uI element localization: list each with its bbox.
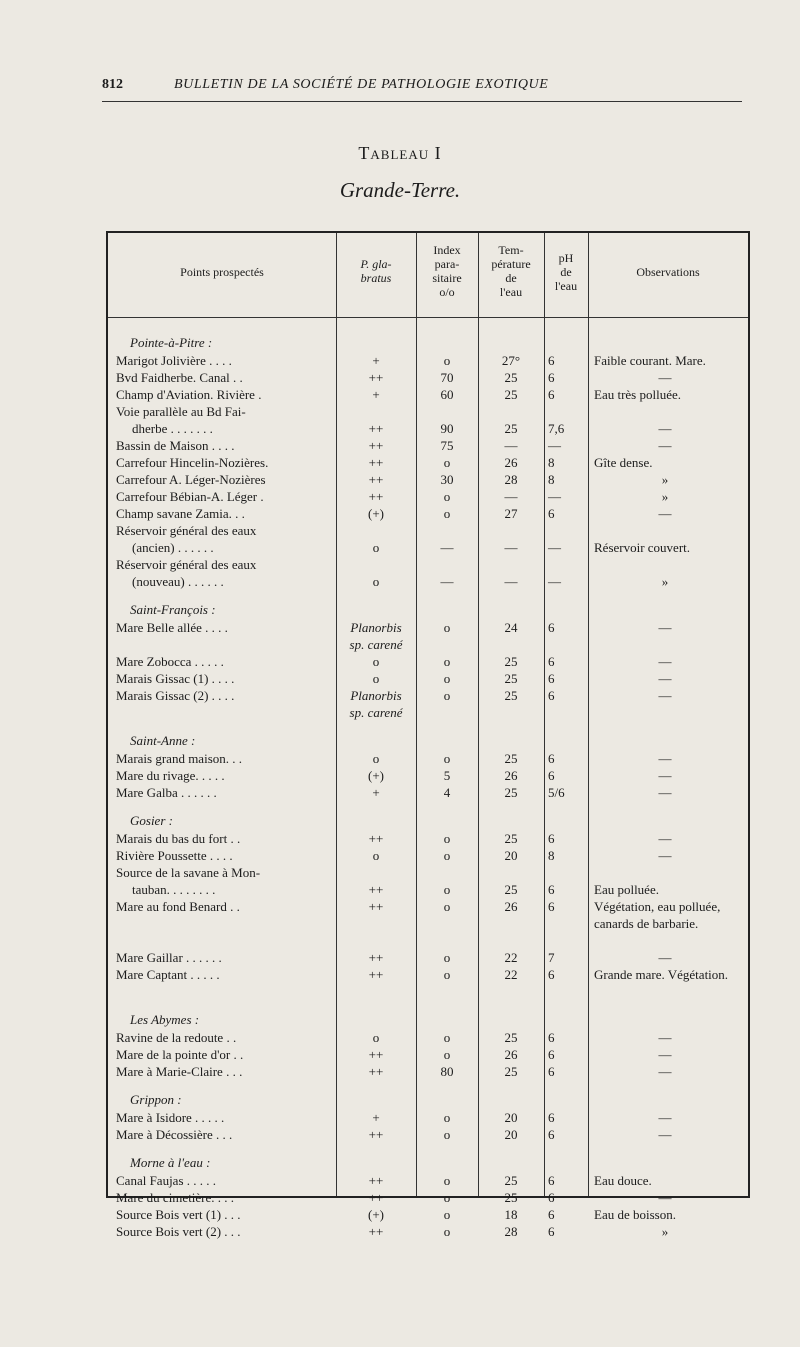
table-title: Tableau I <box>358 143 442 163</box>
temperature-cell: 25 <box>504 882 518 897</box>
observation-cell: — <box>658 831 672 846</box>
table-row <box>108 1109 748 1126</box>
table-row <box>108 1189 748 1206</box>
point-name: Réservoir général des eaux <box>116 557 257 572</box>
pglabratus-cell: Planorbis <box>350 620 402 635</box>
ph-cell: 6 <box>548 1110 555 1125</box>
pglabratus-cell: o <box>372 671 380 686</box>
ph-cell: 8 <box>548 472 555 487</box>
ph-cell: 7 <box>548 950 555 965</box>
observation-cell: Eau de boisson. <box>594 1207 676 1222</box>
index-cell: — <box>440 540 454 555</box>
observation-cell: — <box>658 620 672 635</box>
temperature-cell: 25 <box>504 370 518 385</box>
observation-cell: — <box>658 438 672 453</box>
pglabratus-cell: ++ <box>368 438 384 453</box>
pglabratus-cell: (+) <box>368 1207 384 1222</box>
ph-cell: 6 <box>548 1207 555 1222</box>
pglabratus-cell: ++ <box>368 967 384 982</box>
pglabratus-cell: ++ <box>368 370 384 385</box>
ph-cell: 6 <box>548 1190 555 1205</box>
pglabratus-cell: o <box>372 540 380 555</box>
observation-cell: — <box>658 688 672 703</box>
ph-cell: 7,6 <box>548 421 565 436</box>
pglabratus-cell: + <box>372 353 380 368</box>
index-cell: o <box>443 899 451 914</box>
pglabratus-cell: o <box>372 574 380 589</box>
ph-cell: 6 <box>548 353 555 368</box>
index-cell: o <box>443 1190 451 1205</box>
index-cell: 75 <box>440 438 454 453</box>
observation-cell: — <box>658 1047 672 1062</box>
point-name: Mare au fond Benard . . <box>116 899 240 914</box>
table-row <box>108 1046 748 1063</box>
observation-cell: Eau très polluée. <box>594 387 681 402</box>
pglabratus-cell: ++ <box>368 1173 384 1188</box>
table-row <box>108 1126 748 1143</box>
pglabratus-cell: + <box>372 387 380 402</box>
section-heading: Les Abymes : <box>130 1012 200 1027</box>
temperature-cell: 26 <box>504 899 518 914</box>
pglabratus-cell: ++ <box>368 899 384 914</box>
pglabratus-cell: ++ <box>368 421 384 436</box>
column-header-pglabratus: P. gla- bratus <box>360 257 392 285</box>
ph-cell: 6 <box>548 620 555 635</box>
observation-cell: — <box>658 1064 672 1079</box>
index-cell: 90 <box>440 421 454 436</box>
index-cell: 80 <box>440 1064 454 1079</box>
temperature-cell: 25 <box>504 421 518 436</box>
pglabratus-cell: ++ <box>368 1047 384 1062</box>
index-cell: o <box>443 1047 451 1062</box>
pglabratus-cell-line2: sp. carené <box>349 705 403 720</box>
table-row <box>108 454 748 471</box>
index-cell: o <box>443 751 451 766</box>
table-row <box>108 767 748 784</box>
point-name: Mare du rivage. . . . . <box>116 768 225 783</box>
pglabratus-cell-line2: sp. carené <box>349 637 403 652</box>
point-name: Mare Belle allée . . . . <box>116 620 228 635</box>
point-name-continuation: dherbe . . . . . . . <box>132 421 213 436</box>
ph-cell: — <box>548 489 561 504</box>
table-row <box>108 670 748 687</box>
table-row <box>108 488 748 505</box>
table-row <box>108 653 748 670</box>
table-row <box>108 847 748 864</box>
table-row <box>108 784 748 801</box>
observation-cell: Faible courant. Mare. <box>594 353 706 368</box>
observation-cell: — <box>658 506 672 521</box>
index-cell: o <box>443 489 451 504</box>
observation-cell: — <box>658 1127 672 1142</box>
observation-cell: — <box>658 370 672 385</box>
table-row <box>108 687 748 704</box>
pglabratus-cell: ++ <box>368 1064 384 1079</box>
temperature-cell: — <box>504 489 518 504</box>
observation-cell: Végétation, eau polluée, canards de barbarie. <box>594 899 721 931</box>
temperature-cell: 28 <box>504 1224 518 1239</box>
point-name: Mare à Marie-Claire . . . <box>116 1064 243 1079</box>
point-name: Mare Gaillar . . . . . . <box>116 950 222 965</box>
ph-cell: 6 <box>548 1030 555 1045</box>
point-name: Marais Gissac (2) . . . . <box>116 688 235 703</box>
table-row <box>108 437 748 454</box>
pglabratus-cell: ++ <box>368 950 384 965</box>
observation-cell: Eau douce. <box>594 1173 652 1188</box>
temperature-cell: 27° <box>501 353 521 368</box>
pglabratus-cell: ++ <box>368 455 384 470</box>
column-header-temperature: Tem- pérature de l'eau <box>491 243 531 299</box>
index-cell: 60 <box>440 387 454 402</box>
index-cell: o <box>443 455 451 470</box>
ph-cell: 6 <box>548 882 555 897</box>
pglabratus-cell: + <box>372 1110 380 1125</box>
point-name: Champ d'Aviation. Rivière . <box>116 387 262 402</box>
temperature-cell: 25 <box>504 654 518 669</box>
observation-cell: — <box>658 671 672 686</box>
table-row <box>108 966 748 983</box>
point-name: Carrefour Bébian-A. Léger . <box>116 489 264 504</box>
point-name: Bvd Faidherbe. Canal . . <box>116 370 243 385</box>
table-row <box>108 619 748 636</box>
ph-cell: 6 <box>548 654 555 669</box>
temperature-cell: 25 <box>504 831 518 846</box>
temperature-cell: 25 <box>504 785 518 800</box>
ph-cell: — <box>548 540 561 555</box>
ph-cell: 6 <box>548 671 555 686</box>
index-cell: o <box>443 1207 451 1222</box>
point-name: Marais Gissac (1) . . . . <box>116 671 235 686</box>
temperature-cell: 22 <box>504 950 518 965</box>
point-name: Mare Captant . . . . . <box>116 967 220 982</box>
pglabratus-cell: ++ <box>368 882 384 897</box>
table-row <box>108 505 748 522</box>
index-cell: o <box>443 831 451 846</box>
index-cell: o <box>443 620 451 635</box>
index-cell: 30 <box>440 472 454 487</box>
column-header-observations: Observations <box>636 265 700 279</box>
observation-cell: » <box>661 472 669 487</box>
observation-cell: — <box>658 1110 672 1125</box>
point-name-continuation: (nouveau) . . . . . . <box>132 574 224 589</box>
temperature-cell: 20 <box>504 1110 518 1125</box>
table-row <box>108 830 748 847</box>
temperature-cell: 26 <box>504 1047 518 1062</box>
observation-cell: — <box>658 785 672 800</box>
temperature-cell: — <box>504 540 518 555</box>
table-row <box>108 949 748 966</box>
point-name: Carrefour Hincelin-Nozières. <box>116 455 269 470</box>
pglabratus-cell: ++ <box>368 1224 384 1239</box>
pglabratus-cell: o <box>372 751 380 766</box>
observation-cell: — <box>658 848 672 863</box>
section-heading: Grippon : <box>130 1092 182 1107</box>
point-name: Champ savane Zamia. . . <box>116 506 245 521</box>
observation-cell: — <box>658 950 672 965</box>
point-name: Carrefour A. Léger-Nozières <box>116 472 266 487</box>
point-name: Rivière Poussette . . . . <box>116 848 233 863</box>
pglabratus-continuation <box>108 636 748 653</box>
ph-cell: 5/6 <box>548 785 565 800</box>
index-cell: o <box>443 1224 451 1239</box>
ph-cell: 6 <box>548 1064 555 1079</box>
temperature-cell: 22 <box>504 967 518 982</box>
observation-cell: Eau polluée. <box>594 882 659 897</box>
table-row <box>108 750 748 767</box>
ph-cell: 6 <box>548 967 555 982</box>
point-name: Mare du cimetière. . . . <box>116 1190 235 1205</box>
pglabratus-cell: o <box>372 848 380 863</box>
table-row <box>108 386 748 403</box>
index-cell: o <box>443 848 451 863</box>
temperature-cell: 25 <box>504 688 518 703</box>
point-name: Mare de la pointe d'or . . <box>116 1047 244 1062</box>
ph-cell: 6 <box>548 1047 555 1062</box>
point-name: Réservoir général des eaux <box>116 523 257 538</box>
point-name: Marais du bas du fort . . <box>116 831 241 846</box>
header-rule <box>108 317 748 318</box>
table-row <box>108 898 748 931</box>
point-name: Mare à Décossière . . . <box>116 1127 233 1142</box>
point-name: Voie parallèle au Bd Fai- <box>116 404 246 419</box>
observation-cell: » <box>661 489 669 504</box>
table-row <box>108 471 748 488</box>
ph-cell: — <box>548 574 561 589</box>
section-heading: Gosier : <box>130 813 173 828</box>
index-cell: o <box>443 506 451 521</box>
running-title: BULLETIN DE LA SOCIÉTÉ DE PATHOLOGIE EXOTIQUE <box>174 77 549 92</box>
ph-cell: 8 <box>548 455 555 470</box>
ph-cell: 6 <box>548 387 555 402</box>
page-number: 812 <box>102 77 123 92</box>
pglabratus-cell: (+) <box>368 506 384 521</box>
temperature-cell: 25 <box>504 1173 518 1188</box>
temperature-cell: 26 <box>504 768 518 783</box>
index-cell: o <box>443 1127 451 1142</box>
ph-cell: 6 <box>548 751 555 766</box>
section-heading: Morne à l'eau : <box>130 1155 211 1170</box>
table-row <box>108 352 748 369</box>
pglabratus-cell: o <box>372 1030 380 1045</box>
pglabratus-cell: ++ <box>368 472 384 487</box>
table-row <box>108 1223 748 1240</box>
pglabratus-cell: o <box>372 654 380 669</box>
point-name: Mare Zobocca . . . . . <box>116 654 224 669</box>
pglabratus-cell: (+) <box>368 768 384 783</box>
temperature-cell: 25 <box>504 387 518 402</box>
observation-cell: » <box>661 1224 669 1239</box>
ph-cell: 6 <box>548 768 555 783</box>
table-row <box>108 1172 748 1189</box>
index-cell: o <box>443 688 451 703</box>
ph-cell: 6 <box>548 370 555 385</box>
table-subtitle: Grande-Terre. <box>339 178 461 202</box>
table-row <box>108 1206 748 1223</box>
observation-cell: Réservoir couvert. <box>594 540 691 555</box>
ph-cell: 6 <box>548 506 555 521</box>
index-cell: o <box>443 882 451 897</box>
temperature-cell: 18 <box>504 1207 518 1222</box>
section-heading: Saint-Anne : <box>130 733 196 748</box>
temperature-cell: 28 <box>504 472 518 487</box>
observation-cell: — <box>658 1190 672 1205</box>
point-name: Source Bois vert (1) . . . <box>116 1207 241 1222</box>
point-name: Mare à Isidore . . . . . <box>116 1110 225 1125</box>
observation-cell: Grande mare. Végétation. <box>594 967 729 982</box>
observation-cell: — <box>658 751 672 766</box>
temperature-cell: 25 <box>504 1064 518 1079</box>
observation-cell: Gîte dense. <box>594 455 653 470</box>
index-cell: 70 <box>440 370 454 385</box>
section-heading: Pointe-à-Pitre : <box>130 335 213 350</box>
table-row <box>108 1029 748 1046</box>
index-cell: o <box>443 353 451 368</box>
temperature-cell: 25 <box>504 751 518 766</box>
point-name: Source de la savane à Mon- <box>116 865 261 880</box>
point-name-continuation: (ancien) . . . . . . <box>132 540 214 555</box>
point-name: Canal Faujas . . . . . <box>116 1173 217 1188</box>
pglabratus-cell: + <box>372 785 380 800</box>
index-cell: — <box>440 574 454 589</box>
ph-cell: 6 <box>548 1173 555 1188</box>
ph-cell: 6 <box>548 1127 555 1142</box>
point-name: Marigot Jolivière . . . . <box>116 353 232 368</box>
ph-cell: 6 <box>548 831 555 846</box>
column-header-points: Points prospectés <box>180 265 264 279</box>
ph-cell: 6 <box>548 688 555 703</box>
observation-cell: — <box>658 421 672 436</box>
point-name: Bassin de Maison . . . . <box>116 438 235 453</box>
index-cell: o <box>443 654 451 669</box>
table-row <box>108 369 748 386</box>
ph-cell: 6 <box>548 899 555 914</box>
pglabratus-cell: ++ <box>368 1190 384 1205</box>
point-name: Source Bois vert (2) . . . <box>116 1224 241 1239</box>
running-header <box>102 73 742 102</box>
index-cell: o <box>443 1173 451 1188</box>
index-cell: o <box>443 1110 451 1125</box>
observation-cell: — <box>658 1030 672 1045</box>
point-name: Mare Galba . . . . . . <box>116 785 217 800</box>
index-cell: o <box>443 967 451 982</box>
data-table <box>106 231 750 1239</box>
temperature-cell: — <box>504 574 518 589</box>
observation-cell: » <box>661 574 669 589</box>
temperature-cell: 20 <box>504 1127 518 1142</box>
ph-cell: 6 <box>548 1224 555 1239</box>
index-cell: o <box>443 1030 451 1045</box>
temperature-cell: 26 <box>504 455 518 470</box>
column-header-index: Index para- sitaire o/o <box>432 243 462 299</box>
section-heading: Saint-François : <box>130 602 216 617</box>
temperature-cell: 25 <box>504 671 518 686</box>
temperature-cell: 25 <box>504 1190 518 1205</box>
index-cell: 5 <box>443 768 451 783</box>
pglabratus-continuation <box>108 704 748 721</box>
table-row <box>108 1063 748 1080</box>
temperature-cell: 20 <box>504 848 518 863</box>
ph-cell: — <box>548 438 561 453</box>
index-cell: o <box>443 671 451 686</box>
pglabratus-cell: ++ <box>368 489 384 504</box>
index-cell: o <box>443 950 451 965</box>
temperature-cell: 27 <box>504 506 518 521</box>
pglabratus-cell: ++ <box>368 1127 384 1142</box>
point-name: Ravine de la redoute . . <box>116 1030 237 1045</box>
pglabratus-cell: Planorbis <box>350 688 402 703</box>
index-cell: 4 <box>443 785 451 800</box>
temperature-cell: — <box>504 438 518 453</box>
temperature-cell: 25 <box>504 1030 518 1045</box>
point-name-continuation: tauban. . . . . . . . <box>132 882 216 897</box>
column-header-ph: pH de l'eau <box>554 251 578 293</box>
pglabratus-cell: ++ <box>368 831 384 846</box>
observation-cell: — <box>658 654 672 669</box>
ph-cell: 8 <box>548 848 555 863</box>
observation-cell: — <box>658 768 672 783</box>
point-name: Marais grand maison. . . <box>116 751 243 766</box>
temperature-cell: 24 <box>504 620 518 635</box>
